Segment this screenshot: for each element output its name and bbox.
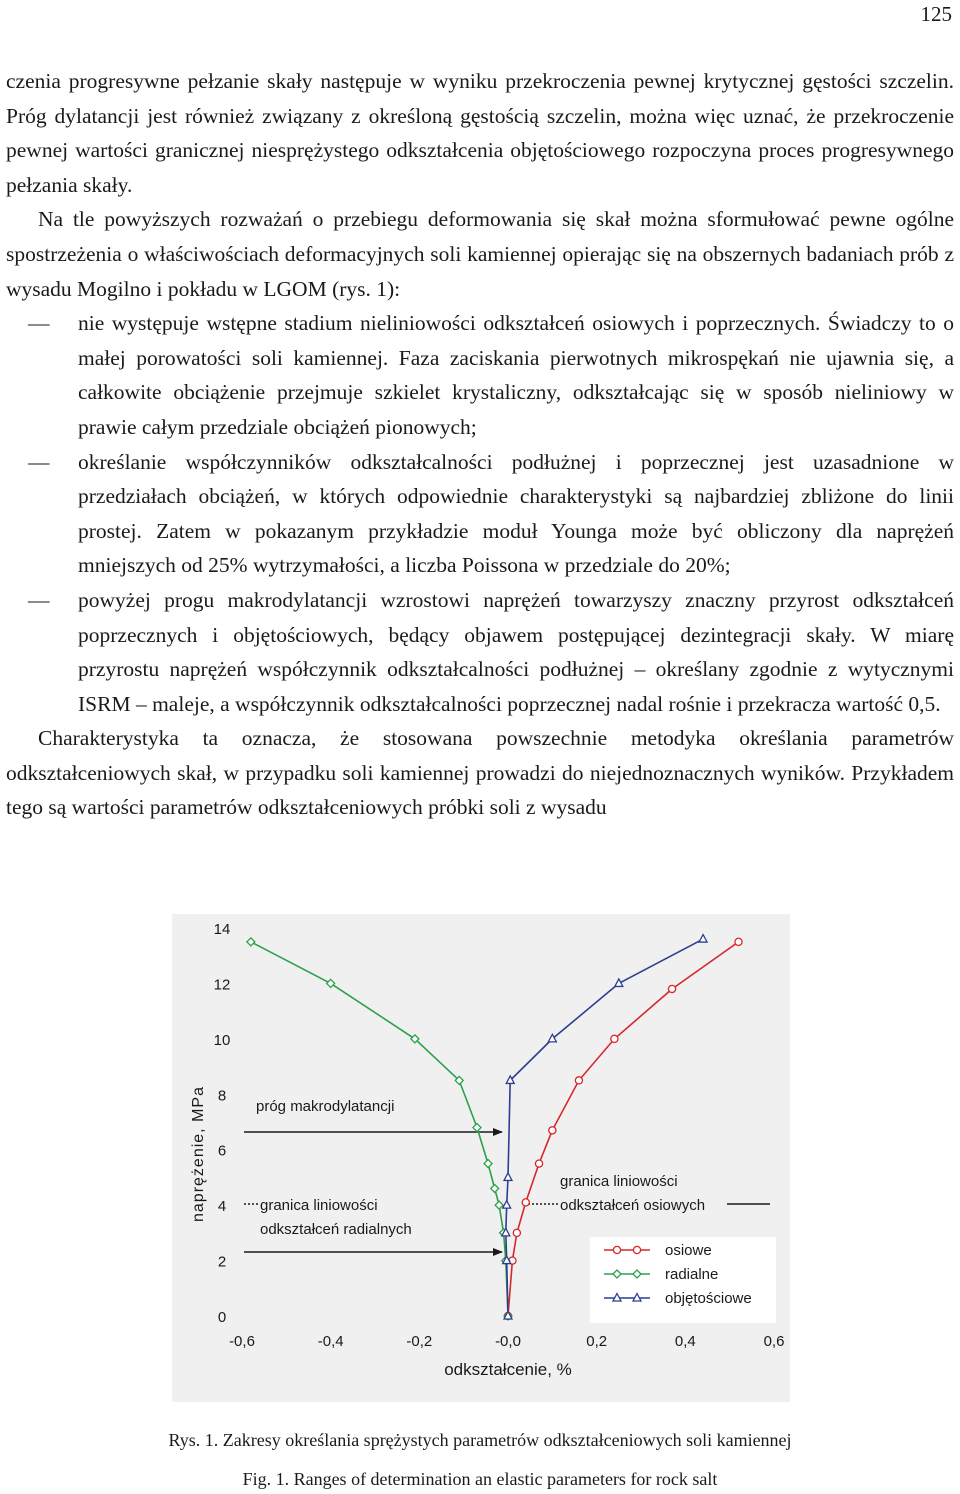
x-tick-label: 0,6 (763, 1333, 785, 1350)
y-tick-label: 0 (217, 1309, 227, 1326)
bullet-dash: — (28, 449, 50, 474)
x-tick-label: 0,2 (586, 1333, 608, 1350)
y-tick-label: 6 (217, 1142, 227, 1160)
bullet-item (6, 583, 954, 721)
y-tick-label: 12 (213, 976, 231, 994)
x-tick-label: -0,6 (229, 1333, 255, 1350)
series-line (251, 942, 508, 1316)
y-axis-label: naprężenie, MPa (190, 1086, 207, 1222)
data-point (327, 979, 335, 987)
data-point (247, 938, 255, 946)
x-axis-label: odkształcenie, % (444, 1360, 572, 1379)
series-diamond (247, 938, 512, 1320)
bullet-dash: — (28, 587, 50, 612)
bullet-text: powyżej progu makrodylatancji wzrostowi naprężeń towarzyszy znaczny przyrost odkształceń poprzecznych i objętościowych, będący objawem postępującej dezintegracji skały. W miarę przyrostu naprężeń współczynnik odkształcalności podłużnej – określany zgodnie z wytycznymi ISRM – maleje, a współczynnik odkształcalności poprzecznej nadal rośnie i przekracza wartość 0,5. (78, 587, 954, 716)
legend-label: osiowe (665, 1242, 712, 1259)
paragraph-intro: Na tle powyższych rozważań o przebiegu deformowania się skał można sformułować pewne ogólne spostrzeżenia o właściwościach deformacyjnych soli kamiennej opierając się na obszernych badaniach prób z wysadu Mogilno i pokładu w LGOM (rys. 1): (6, 207, 954, 301)
x-tick-label: -0,0 (495, 1333, 521, 1350)
x-tick-label: 0,4 (674, 1333, 696, 1350)
data-point (503, 1201, 511, 1209)
legend-swatch-marker (613, 1246, 620, 1253)
paragraph-continuation: czenia progresywne pełzanie skały następuje w wyniku przekroczenia pewnej krytycznej gęstości szczelin. Próg dylatancji jest również związany z określoną gęstością szczelin, można więc uznać, że przekroczenie pewnej wartości granicznej niesprężystego odkształcenia objętościowego rozpoczyna proces progresywnego pełzania skały. (6, 69, 954, 197)
data-point (484, 1160, 492, 1168)
data-point (549, 1127, 556, 1134)
figure-caption-polish: Rys. 1. Zakresy określania sprężystych parametrów odkształceniowych soli kamiennej (168, 1430, 792, 1450)
x-tick-label: -0,4 (317, 1333, 344, 1350)
bullet-item (6, 445, 954, 583)
data-point (611, 1035, 618, 1042)
bullet-item (6, 306, 954, 444)
body-text (6, 64, 954, 825)
page-number: 125 (920, 2, 952, 26)
figure-chart (172, 914, 790, 1402)
annotation-axial-limit-line1: granica liniowości (560, 1173, 678, 1190)
figure-caption-english: Fig. 1. Ranges of determination an elastic parameters for rock salt (242, 1469, 718, 1489)
x-tick-label: -0,2 (406, 1333, 433, 1350)
y-tick-label: 2 (217, 1253, 227, 1271)
bullet-dash: — (28, 311, 50, 336)
data-point (513, 1229, 520, 1236)
y-tick-label: 8 (217, 1087, 227, 1105)
legend-swatch-marker (633, 1246, 640, 1253)
annotation-radial-limit-line2: odkształceń radialnych (260, 1221, 412, 1238)
data-point (473, 1124, 481, 1132)
data-point (548, 1034, 556, 1042)
y-tick-label: 4 (217, 1198, 227, 1216)
stress-strain-chart (172, 914, 790, 1402)
data-point (522, 1199, 529, 1206)
data-point (535, 1160, 542, 1167)
x-tick-labels (229, 1333, 784, 1350)
legend-label: objętościowe (665, 1290, 752, 1307)
annotation-axial-limit-line2: odkształceń osiowych (560, 1197, 706, 1214)
data-point (504, 1173, 512, 1181)
data-point (495, 1201, 503, 1209)
data-point (668, 985, 675, 992)
legend-label: radialne (665, 1266, 719, 1283)
paragraph-closing: Charakterystyka ta oznacza, że stosowana powszechnie metodyka określania parametrów odkształceniowych skał, w przypadku soli kamiennej prowadzi do niejednoznacznych wyników. Przykładem tego są wartości parametrów odkształceniowych próbki soli z wysadu (6, 726, 954, 820)
data-point (699, 935, 707, 943)
data-point (575, 1077, 582, 1084)
y-tick-labels (214, 921, 231, 1326)
bullet-text: określanie współczynników odkształcalności podłużnej i poprzecznej jest uzasadnione w przedziałach obciążeń, w których odpowiednie charakterystyki są najbardziej zbliżone do linii prostej. Zatem w pokazanym przykładzie moduł Younga może być obliczony dla naprężeń mniejszych od 25% wytrzymałości, a liczba Poissona w przedziale do 20%; (78, 449, 954, 578)
annotation-radial-limit-line1: granica liniowości (260, 1197, 378, 1214)
y-tick-label: 14 (213, 921, 231, 938)
data-point (491, 1185, 499, 1193)
legend (590, 1237, 776, 1323)
bullet-text: nie występuje wstępne stadium nieliniowości odkształceń osiowych i poprzecznych. Świadczy to o małej porowatości soli kamiennej. Faza zaciskania pierwotnych mikrospękań nie ujawnia się, a całkowite obciążenie przejmuje szkielet krystaliczny, odkształcając się w sposób nieliniowy w prawie całym przedziale obciążeń pionowych; (78, 311, 954, 439)
annotation-macrodilatancy: próg makrodylatancji (256, 1098, 395, 1115)
y-tick-label: 10 (213, 1031, 231, 1049)
data-point (735, 938, 742, 945)
